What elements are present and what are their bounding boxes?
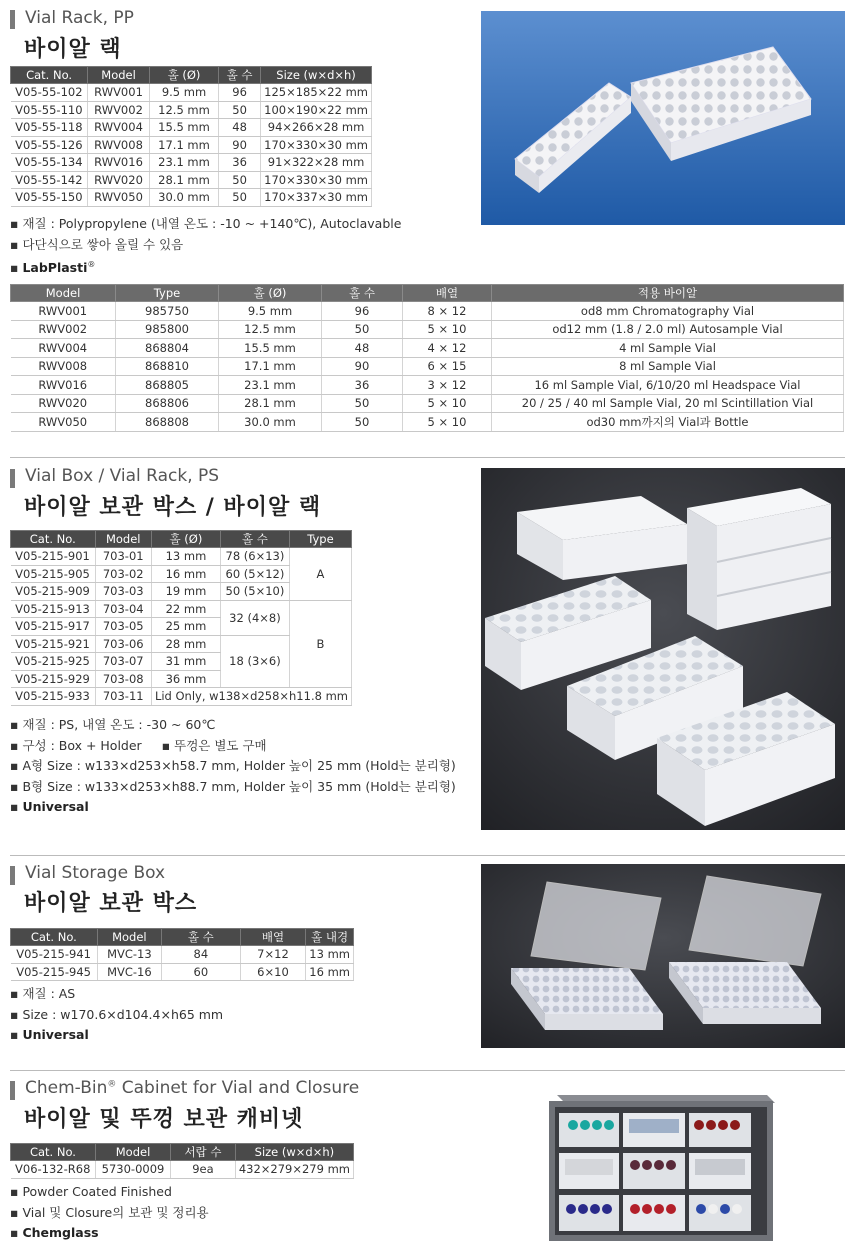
- cell: V05-55-102: [11, 84, 88, 102]
- cell: V05-55-118: [11, 119, 88, 137]
- cell: Lid Only, w138×d258×h11.8 mm: [151, 688, 351, 706]
- brand: ▪ Chemglass: [10, 1225, 99, 1240]
- cell: 17.1 mm: [149, 136, 218, 154]
- col-header: 홀 수: [162, 929, 241, 946]
- cell: 17.1 mm: [219, 357, 322, 376]
- cell: 50: [322, 394, 403, 413]
- cell: 9.5 mm: [219, 302, 322, 321]
- table-header: [11, 929, 354, 946]
- col-header: 서랍 수: [171, 1144, 236, 1161]
- section-title-ko: 바이알 보관 박스: [24, 891, 198, 916]
- notes: [10, 984, 223, 1046]
- spec-table: [10, 66, 372, 207]
- cell: 36: [322, 376, 403, 395]
- section-title-ko: 바이알 랙: [24, 37, 122, 62]
- col-header: 배열: [403, 285, 492, 302]
- section-divider: [10, 855, 845, 856]
- cell: 703-08: [95, 670, 151, 688]
- cell: 20 / 25 / 40 ml Sample Vial, 20 ml Scintillation Vial: [492, 394, 844, 413]
- cell: 31 mm: [151, 653, 220, 671]
- cell: V05-215-941: [11, 946, 98, 964]
- cell: 48: [219, 119, 261, 137]
- table-row: [11, 320, 844, 339]
- notes: [10, 1182, 209, 1244]
- cell: 25 mm: [151, 618, 220, 636]
- notes: [10, 715, 456, 818]
- col-header: Size (w×d×h): [235, 1144, 353, 1161]
- cell: 78 (6×13): [220, 548, 289, 566]
- cell: 96: [219, 84, 261, 102]
- table-header: [11, 67, 372, 84]
- brand-name: Universal: [22, 1027, 89, 1042]
- table-row: [11, 357, 844, 376]
- brand-name: LabPlasti: [22, 260, 88, 276]
- title-part: Cabinet for Vial and Closure: [116, 1078, 360, 1098]
- table-header: [11, 1144, 354, 1161]
- cell: V05-55-150: [11, 189, 88, 207]
- cell: 16 ml Sample Vial, 6/10/20 ml Headspace Vial: [492, 376, 844, 395]
- spec-table: [10, 530, 352, 706]
- cell: 94×266×28 mm: [261, 119, 372, 137]
- cell: 100×190×22 mm: [261, 101, 372, 119]
- col-header: Model: [11, 285, 116, 302]
- cell: V05-215-929: [11, 670, 96, 688]
- cell: RWV002: [88, 101, 150, 119]
- note: [10, 736, 456, 757]
- cell: V06-132-R68: [11, 1161, 96, 1179]
- table-row: [11, 101, 372, 119]
- note-part: ▪ 뚜껑은 별도 구매: [161, 737, 267, 753]
- table-header: [11, 531, 352, 548]
- cell: 703-07: [95, 653, 151, 671]
- table-row: [11, 548, 352, 566]
- cell: RWV001: [11, 302, 116, 321]
- note-part: ▪ 구성 : Box + Holder: [10, 737, 142, 753]
- col-header: Model: [95, 1144, 170, 1161]
- product-photo-chem-bin-cabinet: [481, 1081, 845, 1246]
- note: ▪ Vial 및 Closure의 보관 및 정리용: [10, 1204, 209, 1220]
- cell: V05-55-110: [11, 101, 88, 119]
- table-row: [11, 963, 354, 981]
- cell: 868806: [116, 394, 219, 413]
- cell: 28.1 mm: [149, 171, 218, 189]
- cell: RWV002: [11, 320, 116, 339]
- cell: RWV020: [11, 394, 116, 413]
- compat-table: [10, 284, 844, 432]
- cell: V05-215-945: [11, 963, 98, 981]
- brand: ▪ Universal: [10, 799, 89, 814]
- cell: 5 × 10: [403, 320, 492, 339]
- cell: 15.5 mm: [149, 119, 218, 137]
- table-row: [11, 413, 844, 432]
- registered-mark: ®: [107, 1079, 117, 1090]
- cell: 868810: [116, 357, 219, 376]
- section-marker: [10, 1081, 15, 1100]
- cell: 8 ml Sample Vial: [492, 357, 844, 376]
- col-header: Cat. No.: [11, 929, 98, 946]
- cell: 15.5 mm: [219, 339, 322, 358]
- spec-table: [10, 1143, 354, 1179]
- cell: 36: [219, 154, 261, 172]
- col-header: 홀 (Ø): [219, 285, 322, 302]
- cell: V05-55-134: [11, 154, 88, 172]
- cell: V05-55-126: [11, 136, 88, 154]
- table-row: [11, 119, 372, 137]
- cell: 13 mm: [151, 548, 220, 566]
- cell: V05-215-905: [11, 565, 96, 583]
- cell: 90: [322, 357, 403, 376]
- cell: 703-11: [95, 688, 151, 706]
- product-photo-vial-box-ps: [481, 468, 845, 830]
- col-header: 홀 내경: [306, 929, 354, 946]
- cell: 22 mm: [151, 600, 220, 618]
- cell: 60: [162, 963, 241, 981]
- cell: 28 mm: [151, 635, 220, 653]
- note: ▪ B형 Size : w133×d253×h88.7 mm, Holder 높이 35 mm (Hold는 분리형): [10, 778, 456, 794]
- note: ▪ 재질 : PS, 내열 온도 : -30 ~ 60℃: [10, 717, 216, 732]
- col-header: 홀 수: [219, 67, 261, 84]
- col-header: 배열: [240, 929, 306, 946]
- table-row: [11, 1161, 354, 1179]
- cell: 3 × 12: [403, 376, 492, 395]
- cell: 32 (4×8): [220, 600, 289, 635]
- section-title-en: Vial Storage Box: [25, 863, 166, 883]
- cell: V05-215-901: [11, 548, 96, 566]
- col-header: Cat. No.: [11, 67, 88, 84]
- cell: RWV004: [88, 119, 150, 137]
- cell: 703-01: [95, 548, 151, 566]
- section-marker: [10, 469, 15, 488]
- cell: RWV050: [88, 189, 150, 207]
- col-header: Model: [97, 929, 161, 946]
- cell: 432×279×279 mm: [235, 1161, 353, 1179]
- table-row: [11, 189, 372, 207]
- cell: 28.1 mm: [219, 394, 322, 413]
- col-header: Model: [95, 531, 151, 548]
- cell: 50: [219, 101, 261, 119]
- cell: V05-215-909: [11, 583, 96, 601]
- table-row: [11, 688, 352, 706]
- table-header: [11, 285, 844, 302]
- cell: 125×185×22 mm: [261, 84, 372, 102]
- cell: 23.1 mm: [149, 154, 218, 172]
- cell: RWV050: [11, 413, 116, 432]
- section-title-ko: 바이알 보관 박스 / 바이알 랙: [24, 495, 322, 520]
- cell: A: [289, 548, 351, 601]
- cell: 19 mm: [151, 583, 220, 601]
- table-row: [11, 302, 844, 321]
- section-title-en: Vial Rack, PP: [25, 8, 134, 28]
- notes: [10, 214, 401, 279]
- note: ▪ Powder Coated Finished: [10, 1184, 172, 1199]
- brand: ▪ Universal: [10, 1027, 89, 1042]
- col-header: 적용 바이알: [492, 285, 844, 302]
- cell: V05-55-142: [11, 171, 88, 189]
- section-divider: [10, 1070, 845, 1071]
- col-header: 홀 수: [220, 531, 289, 548]
- title-part: Chem-Bin: [25, 1078, 108, 1098]
- cell: 30.0 mm: [149, 189, 218, 207]
- section-title-en: Vial Box / Vial Rack, PS: [25, 466, 220, 486]
- vial-storage-box-image: [481, 864, 845, 1048]
- cell: 5 × 10: [403, 394, 492, 413]
- cell: 9.5 mm: [149, 84, 218, 102]
- cell: RWV004: [11, 339, 116, 358]
- note: ▪ 재질 : Polypropylene (내열 온도 : -10 ~ +140℃), Autoclavable: [10, 216, 402, 231]
- cell: V05-215-933: [11, 688, 96, 706]
- col-header: Type: [116, 285, 219, 302]
- section-title-en: [25, 1078, 359, 1098]
- vial-box-image: [481, 468, 845, 830]
- cell: 50: [219, 189, 261, 207]
- cell: 985800: [116, 320, 219, 339]
- cell: RWV001: [88, 84, 150, 102]
- cell: 50: [322, 320, 403, 339]
- col-header: 홀 (Ø): [149, 67, 218, 84]
- cell: od12 mm (1.8 / 2.0 ml) Autosample Vial: [492, 320, 844, 339]
- cell: 170×330×30 mm: [261, 136, 372, 154]
- cell: 985750: [116, 302, 219, 321]
- cell: 12.5 mm: [149, 101, 218, 119]
- cell: V05-215-917: [11, 618, 96, 636]
- cell: 170×337×30 mm: [261, 189, 372, 207]
- note: ▪ A형 Size : w133×d253×h58.7 mm, Holder 높이 25 mm (Hold는 분리형): [10, 758, 456, 773]
- cell: 18 (3×6): [220, 635, 289, 688]
- cell: V05-215-925: [11, 653, 96, 671]
- cell: 868808: [116, 413, 219, 432]
- brand-name: Universal: [22, 799, 89, 814]
- table-row: [11, 84, 372, 102]
- table-row: [11, 171, 372, 189]
- table-row: [11, 339, 844, 358]
- cell: 5730-0009: [95, 1161, 170, 1179]
- cell: 703-02: [95, 565, 151, 583]
- cell: 868804: [116, 339, 219, 358]
- cell: 703-05: [95, 618, 151, 636]
- cell: od8 mm Chromatography Vial: [492, 302, 844, 321]
- brand: ▪ LabPlasti®: [10, 260, 96, 276]
- product-photo-vial-rack-pp: [481, 11, 845, 225]
- col-header: Cat. No.: [11, 531, 96, 548]
- cell: 703-04: [95, 600, 151, 618]
- col-header: Model: [88, 67, 150, 84]
- cell: 5 × 10: [403, 413, 492, 432]
- cell: 90: [219, 136, 261, 154]
- cell: 50: [322, 413, 403, 432]
- col-header: 홀 수: [322, 285, 403, 302]
- cell: od30 mm까지의 Vial과 Bottle: [492, 413, 844, 432]
- cell: RWV016: [88, 154, 150, 172]
- cell: 13 mm: [306, 946, 354, 964]
- cell: 30.0 mm: [219, 413, 322, 432]
- registered-mark: ®: [87, 260, 96, 269]
- note: ▪ 재질 : AS: [10, 986, 76, 1001]
- cell: 84: [162, 946, 241, 964]
- cell: MVC-13: [97, 946, 161, 964]
- cell: 50: [219, 171, 261, 189]
- cabinet-image: [481, 1081, 845, 1246]
- col-header: Size (w×d×h): [261, 67, 372, 84]
- col-header: Type: [289, 531, 351, 548]
- section-divider: [10, 457, 845, 458]
- cell: 12.5 mm: [219, 320, 322, 339]
- spec-table: [10, 928, 354, 981]
- cell: RWV008: [88, 136, 150, 154]
- col-header: Cat. No.: [11, 1144, 96, 1161]
- cell: V05-215-921: [11, 635, 96, 653]
- vial-rack-image: [481, 11, 845, 225]
- table-row: [11, 600, 352, 618]
- cell: 16 mm: [306, 963, 354, 981]
- section-marker: [10, 10, 15, 29]
- table-row: [11, 154, 372, 172]
- cell: V05-215-913: [11, 600, 96, 618]
- cell: 9ea: [171, 1161, 236, 1179]
- cell: RWV008: [11, 357, 116, 376]
- brand-name: Chemglass: [22, 1225, 99, 1240]
- cell: 60 (5×12): [220, 565, 289, 583]
- cell: 8 × 12: [403, 302, 492, 321]
- cell: MVC-16: [97, 963, 161, 981]
- cell: 170×330×30 mm: [261, 171, 372, 189]
- cell: 703-06: [95, 635, 151, 653]
- cell: RWV016: [11, 376, 116, 395]
- note: ▪ Size : w170.6×d104.4×h65 mm: [10, 1006, 224, 1022]
- cell: 7×12: [240, 946, 306, 964]
- section-marker: [10, 866, 15, 885]
- table-row: [11, 946, 354, 964]
- cell: 4 ml Sample Vial: [492, 339, 844, 358]
- product-photo-vial-storage-box: [481, 864, 845, 1048]
- cell: 16 mm: [151, 565, 220, 583]
- cell: 50 (5×10): [220, 583, 289, 601]
- cell: 6 × 15: [403, 357, 492, 376]
- cell: 96: [322, 302, 403, 321]
- cell: 91×322×28 mm: [261, 154, 372, 172]
- cell: 4 × 12: [403, 339, 492, 358]
- table-row: [11, 136, 372, 154]
- cell: 6×10: [240, 963, 306, 981]
- col-header: 홀 (Ø): [151, 531, 220, 548]
- table-row: [11, 376, 844, 395]
- cell: 23.1 mm: [219, 376, 322, 395]
- cell: RWV020: [88, 171, 150, 189]
- cell: 703-03: [95, 583, 151, 601]
- table-row: [11, 394, 844, 413]
- section-title-ko: 바이알 및 뚜껑 보관 캐비넷: [24, 1107, 304, 1132]
- cell: 36 mm: [151, 670, 220, 688]
- cell: B: [289, 600, 351, 688]
- note: ▪ 다단식으로 쌓아 올릴 수 있음: [10, 236, 184, 252]
- cell: 48: [322, 339, 403, 358]
- cell: 868805: [116, 376, 219, 395]
